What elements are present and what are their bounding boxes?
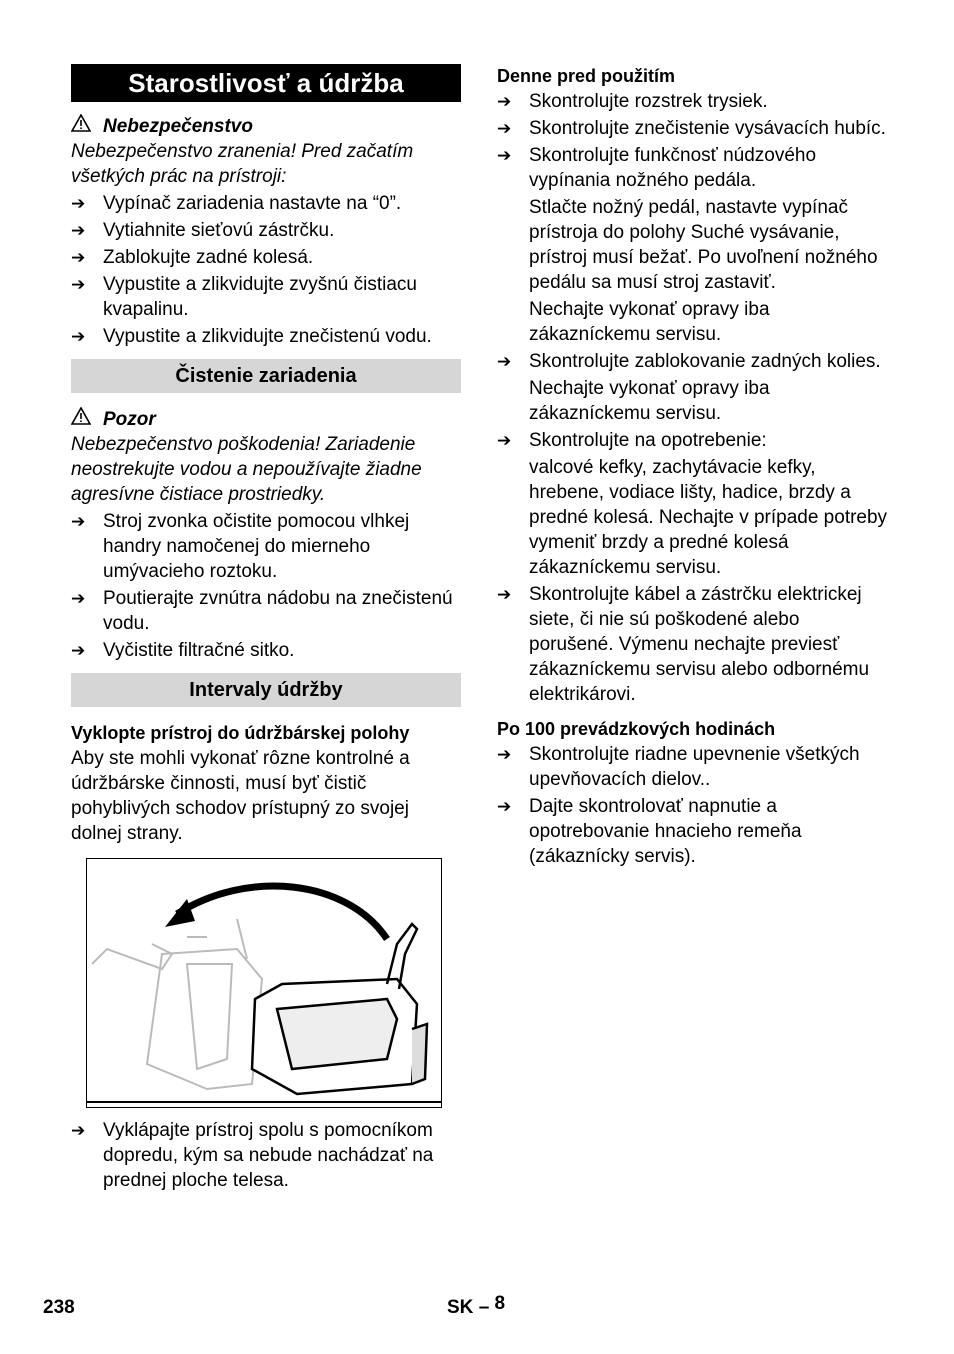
warning-triangle-icon	[71, 114, 93, 139]
arrow-right-icon: ➔	[71, 221, 86, 240]
right-column	[497, 64, 889, 871]
list-item-note: Nechajte vykonať opravy iba zákazníckemu servisu.	[529, 299, 770, 345]
list-item: ➔ Vypustite a zlikvidujte zvyšnú čistiacu kvapalinu.	[71, 274, 417, 320]
arrow-right-icon: ➔	[497, 119, 512, 138]
list-item-note: Nechajte vykonať opravy iba zákazníckemu servisu.	[529, 378, 770, 424]
hours100-heading: Po 100 prevádzkových hodinách	[497, 719, 776, 739]
language-code: SK	[447, 1297, 474, 1318]
list-item: ➔ Skontrolujte kábel a zástrčku elektrickej siete, či nie sú poškodené alebo porušené. Výmenu nechajte previesť zákazníckemu servisu alebo odbornému elektrikárovi.	[497, 584, 870, 705]
arrow-right-icon: ➔	[71, 248, 86, 267]
list-item: ➔ Vyklápajte prístroj spolu s pomocníkom dopredu, kým sa nebude nachádzať na prednej ploche telesa.	[71, 1120, 434, 1191]
warning-triangle-icon	[71, 407, 93, 432]
list-item: ➔ Skontrolujte zablokovanie zadných kolies.	[497, 351, 881, 372]
list-item: ➔ Vyčistite filtračné sitko.	[71, 640, 295, 661]
caution-heading-text: Pozor	[103, 409, 156, 430]
arrow-right-icon: ➔	[71, 641, 86, 660]
caution-text: Nebezpečenstvo poškodenia! Zariadenie neostrekujte vodou a nepoužívajte žiadne agresívne čistiace prostriedky.	[71, 434, 422, 505]
list-item: ➔ Poutierajte zvnútra nádobu na znečistenú vodu.	[71, 588, 453, 634]
arrow-right-icon: ➔	[71, 589, 86, 608]
sub-page-number: 8	[494, 1293, 506, 1314]
list-item-note: Stlačte nožný pedál, nastavte vypínač prístroja do polohy Suché vysávanie, prístroj musí bežať. Po uvoľnení nožného pedálu sa musí stroj zastaviť.	[529, 197, 878, 293]
arrow-right-icon: ➔	[71, 327, 86, 346]
arrow-right-icon: ➔	[71, 1121, 86, 1140]
list-item: ➔ Skontrolujte riadne upevnenie všetkých upevňovacích dielov..	[497, 744, 860, 790]
footer-language	[447, 1293, 506, 1319]
section-heading-cleaning: Čistenie zariadenia	[71, 359, 461, 393]
list-item: ➔ Skontrolujte rozstrek trysiek.	[497, 91, 768, 112]
arrow-right-icon: ➔	[71, 275, 86, 294]
list-item: ➔ Skontrolujte funkčnosť núdzového vypínania nožného pedála.	[497, 145, 817, 191]
arrow-right-icon: ➔	[497, 585, 512, 604]
list-item: ➔ Stroj zvonka očistite pomocou vlhkej handry namočenej do mierneho umývacieho roztoku.	[71, 511, 410, 582]
list-item: ➔ Dajte skontrolovať napnutie a opotrebovanie hnacieho remeňa (zákaznícky servis).	[497, 796, 802, 867]
daily-heading: Denne pred použitím	[497, 66, 676, 86]
danger-heading-text: Nebezpečenstvo	[103, 116, 253, 137]
arrow-right-icon: ➔	[71, 512, 86, 531]
arrow-right-icon: ➔	[497, 352, 512, 371]
caution-heading	[71, 407, 461, 432]
list-item: ➔ Vypustite a zlikvidujte znečistenú vodu.	[71, 326, 432, 347]
list-item: ➔ Vytiahnite sieťovú zástrčku.	[71, 220, 335, 241]
subheading-tilt: Vyklopte prístroj do údržbárskej polohy	[71, 723, 410, 743]
footer-dash: –	[478, 1297, 490, 1318]
section-heading-intervals: Intervaly údržby	[71, 673, 461, 707]
arrow-right-icon: ➔	[497, 92, 512, 111]
list-item: ➔ Skontrolujte znečistenie vysávacích hubíc.	[497, 118, 886, 139]
page-title: Starostlivosť a údržba	[71, 64, 461, 102]
list-item: ➔ Skontrolujte na opotrebenie:	[497, 430, 767, 451]
danger-heading	[71, 114, 461, 139]
page-number: 238	[43, 1297, 75, 1318]
arrow-right-icon: ➔	[497, 745, 512, 764]
list-item: ➔ Vypínač zariadenia nastavte na “0”.	[71, 193, 402, 214]
arrow-right-icon: ➔	[497, 431, 512, 450]
arrow-right-icon: ➔	[71, 194, 86, 213]
arrow-right-icon: ➔	[497, 797, 512, 816]
tilt-machine-illustration	[86, 858, 442, 1108]
left-column	[71, 64, 461, 1195]
danger-text: Nebezpečenstvo zranenia! Pred začatím všetkých prác na prístroji:	[71, 141, 414, 187]
list-item-note: valcové kefky, zachytávacie kefky, hrebene, vodiace lišty, hadice, brzdy a predné kolesá. Nechajte v prípade potreby vymeniť brzdy a predné kolesá zákazníckemu servisu.	[529, 457, 888, 578]
intervals-text: Aby ste mohli vykonať rôzne kontrolné a údržbárske činnosti, musí byť čistič pohyblivých schodov prístupný zo svojej dolnej strany.	[71, 748, 410, 844]
arrow-right-icon: ➔	[497, 146, 512, 165]
list-item: ➔ Zablokujte zadné kolesá.	[71, 247, 314, 268]
